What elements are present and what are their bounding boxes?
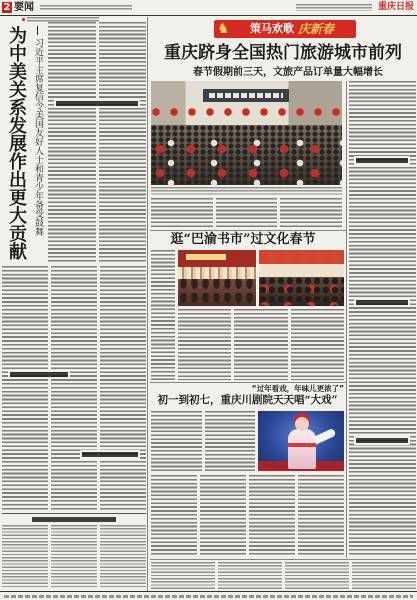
section-rule: [150, 559, 417, 560]
china-us-subheadline: 习近平主席复信令美国友好人士和青少年备受鼓舞: [33, 38, 43, 236]
body-text-column: [100, 266, 146, 510]
tourism-headline: 重庆跻身全国热门旅游城市前列: [164, 43, 402, 63]
body-text-column: [234, 309, 287, 380]
photo-readers: [178, 279, 256, 306]
book-fair-body-text: [178, 309, 344, 380]
editor-bullet-icon: [22, 18, 25, 21]
body-text-column: [218, 562, 282, 589]
section-subheading-bar: [82, 452, 138, 457]
page-footer: [0, 591, 417, 600]
section-name: 要闻: [14, 2, 34, 13]
festival-banner: [214, 20, 356, 38]
horse-ornament-icon: ♞: [217, 21, 230, 37]
masthead-logo: 重庆日报: [378, 2, 415, 12]
photo-performer-head: [295, 417, 309, 431]
box-heading-bar: [32, 517, 116, 522]
section-subheading-bar: [356, 438, 408, 443]
china-us-headline: 为中美关系发展作出更大贡献: [6, 26, 27, 260]
tourism-body-text: [151, 198, 342, 228]
body-text-column: [352, 562, 416, 589]
book-fair-crowd-photo: [259, 250, 344, 306]
tourism-crowd-photo: [151, 81, 342, 185]
right-body-column: [349, 81, 416, 557]
photo-sign-lettering: [209, 93, 283, 98]
body-text-column: [216, 198, 278, 228]
photo-banner: [186, 254, 226, 260]
photo-crowd-accents: [151, 137, 342, 185]
column-rule: [346, 81, 347, 558]
footer-imprint-line: [4, 595, 413, 598]
body-text-column: [100, 525, 146, 589]
section-subheading-bar: [356, 300, 408, 305]
section-rule: [150, 230, 346, 231]
header-info-text: [40, 5, 132, 10]
body-text-column: [298, 475, 344, 557]
body-text-column: [151, 250, 175, 380]
photo-performer-robe: [288, 429, 316, 469]
section-subheading-bar: [10, 372, 68, 377]
body-text-column: [151, 475, 197, 557]
body-text-column: [99, 22, 147, 262]
book-fair-headline: 逛“巴渝书市”过文化春节: [170, 232, 316, 247]
book-fair-photo: [178, 250, 256, 306]
body-text-column: [205, 411, 256, 471]
body-text-column: [285, 562, 349, 589]
photo-lanterns: [151, 107, 342, 117]
opera-kicker: “过年看戏，年味儿更浓了”: [251, 384, 344, 393]
bottom-notices: [151, 562, 416, 589]
section-rule: [150, 382, 346, 383]
photo-lanterns: [259, 252, 344, 262]
header-date-text: [296, 4, 372, 11]
body-text-column: [51, 525, 97, 589]
body-text-column: [178, 309, 231, 380]
sichuan-opera-photo: [258, 411, 344, 471]
continued-article-box: [2, 513, 146, 590]
body-text-column: [291, 309, 344, 380]
photo-performer-sash: [288, 443, 316, 447]
tourism-subheadline: 春节假期前三天，文旅产品订单量大幅增长: [193, 67, 383, 78]
opera-intro-text: [151, 411, 255, 471]
body-text-column: [2, 525, 48, 589]
photo-bookshelf: [178, 267, 256, 279]
body-text-column: [280, 198, 342, 228]
banner-text-main: 策马欢歌: [249, 22, 294, 35]
body-text-column: [2, 266, 48, 510]
china-us-body-top: [48, 22, 146, 262]
opera-body-text: [151, 475, 344, 557]
body-text-column: [151, 411, 202, 471]
body-text-column: [249, 475, 295, 557]
box-body-text: [2, 525, 146, 589]
body-text-column: [200, 475, 246, 557]
body-text-column: [48, 22, 96, 262]
banner-text-accent: 庆新春: [297, 22, 334, 36]
china-us-body-bottom: [2, 266, 146, 510]
photo-caption: [151, 187, 342, 195]
column-rule: [147, 17, 148, 591]
subheadline-dash: [37, 26, 38, 35]
page-header: [0, 0, 417, 16]
opera-headline: 初一到初七，重庆川剧院天天唱“大戏”: [157, 394, 338, 406]
section-subheading-bar: [56, 101, 138, 106]
page-number-badge: 2: [3, 2, 11, 13]
body-text-column: [151, 198, 213, 228]
section-subheading-bar: [356, 158, 408, 163]
body-text-column: [51, 266, 97, 510]
body-text-column: [151, 562, 215, 589]
photo-crowd: [259, 277, 344, 306]
